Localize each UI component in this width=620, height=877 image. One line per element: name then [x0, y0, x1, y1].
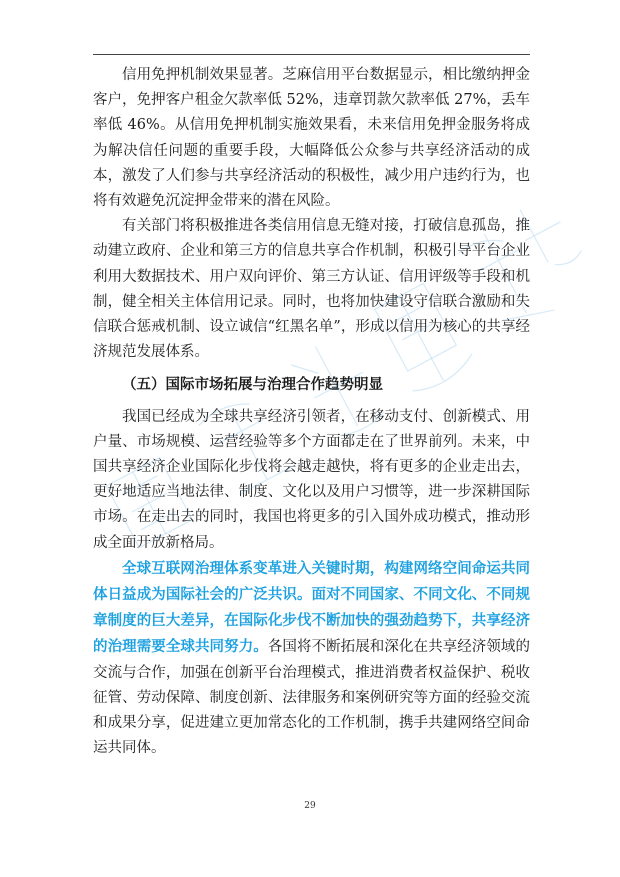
document-body [93, 63, 530, 761]
section-heading: （五）国际市场拓展与治理合作趋势明显 [122, 376, 383, 394]
paragraph-credit-deposit-free: 信用免押机制效果显著。芝麻信用平台数据显示，相比缴纳押金客户，免押客户租金欠款率低 52%，违章罚款欠款率低 27%，丢车率低 46%。从信用免押机制实施效果看，未来信用免押金服务将成为解决信任问题的重要手段，大幅降低公众参与共享经济活动的成本，激发了人们参与共享经济活动的积极性，减少用户违约行为，也将有效避免沉淀押金带来的潜在风险。 [93, 67, 530, 210]
page-number: 29 [304, 801, 316, 811]
highlighted-text: 全球互联网治理体系变革进入关键时期，构建网络空间命运共同体日益成为国际社会的广泛共识。面对不同国家、不同文化、不同规章制度的巨大差异，在国际化步伐不断加快的强劲趋势下，共享经济的治理需要全球共同努力。 [93, 559, 530, 656]
paragraph-global-leader: 我国已经成为全球共享经济引领者，在移动支付、创新模式、用户量、市场规模、运营经验等多个方面都走在了世界前列。未来，中国共享经济企业国际化步伐将会越走越快，将有更多的企业走出去，更好地适应当地法律、制度、文化以及用户习惯等，进一步深耕国际市场。在走出去的同时，我国也将更多的引入国外成功模式，推动形成全面开放新格局。 [93, 408, 530, 551]
paragraph-credit-info-sharing: 有关部门将积极推进各类信用信息无缝对接，打破信息孤岛，推动建立政府、企业和第三方的信息共享合作机制，积极引导平台企业利用大数据技术、用户双向评价、第三方认证、信用评级等手段和机制，健全相关主体信用记录。同时，也将加快建设守信联合激励和失信联合惩戒机制、设立诚信“红黑名单”，形成以信用为核心的共享经济规范发展体系。 [93, 218, 530, 361]
paragraph-global-governance [93, 556, 530, 762]
header-rule [93, 54, 530, 55]
paragraph-text: 各国将不断拓展和深化在共享经济领域的交流与合作，加强在创新平台治理模式，推进消费者权益保护、税收征管、劳动保障、制度创新、法律服务和案例研究等方面的经验交流和成果分享，促进建立更加常态化的工作机制，携手共建网络空间命运共同体。 [93, 639, 530, 757]
